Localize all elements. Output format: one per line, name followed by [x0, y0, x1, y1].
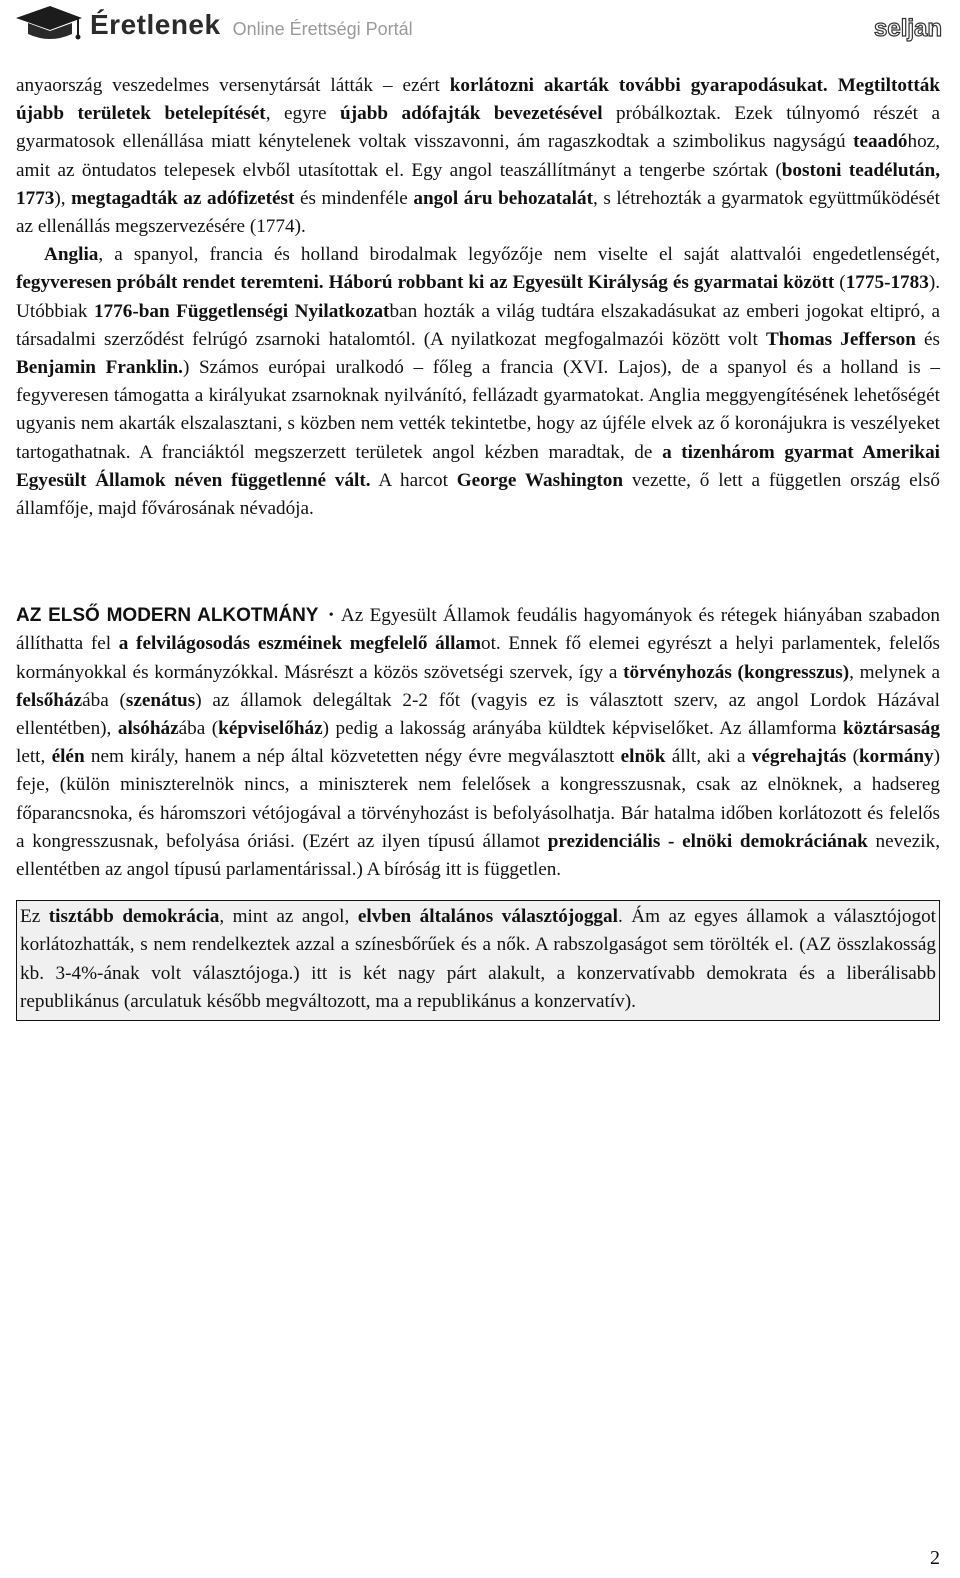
s2-bold: elnök — [620, 746, 666, 768]
p1-bold: újabb adófajták bevezetésével — [340, 103, 603, 125]
section-heading: AZ ELSŐ MODERN ALKOTMÁNY — [16, 605, 319, 627]
p1-bold: angol áru behozatalát — [413, 187, 593, 209]
p2-text: vezette, ő lett a független ország első államfője, majd fővárosának névadója. — [16, 469, 940, 520]
box-bold: elvben általános választójoggal — [357, 906, 618, 928]
p1-bold: korlátozni akarták további gyarapodásukat. Megtiltották újabb területek betelepítését — [16, 75, 940, 125]
page-header — [0, 0, 960, 60]
p2-bold: fegyveresen próbált rendet teremteni. Háború robbant ki az Egyesült Királyság és gyarmatai között — [16, 272, 835, 294]
p1-bold: megtagadták az adófizetést — [71, 187, 295, 209]
s2-text: nem király, hanem a nép által közvetetten négy évre megválasztott — [84, 746, 621, 768]
paragraph-first-modern-constitution — [16, 602, 940, 884]
graduation-cap-icon — [14, 4, 84, 46]
s2-bold: szenátus — [125, 689, 196, 711]
partner-logo-text: seljan — [874, 15, 942, 42]
s2-text: nevezik, ellentétben az angol típusú parlamentárissal.) A bíróság itt is független. — [16, 830, 940, 881]
brand-name: Éretlenek — [90, 9, 221, 40]
s2-text: ) az államok delegáltak 2-2 főt (vagyis ez is választott szerv, az angol Lordok Házával ellentétben), — [16, 689, 940, 740]
s2-bold: képviselőház — [218, 718, 323, 740]
s2-bold: törvényhozás (kongresszus) — [623, 661, 850, 683]
s2-bold: a felvilágosodás eszméinek megfelelő állam — [118, 633, 481, 655]
p2-text: ). Utóbbiak — [16, 272, 941, 322]
p2-bold: Benjamin Franklin. — [16, 357, 183, 379]
p2-text: , a spanyol, francia és holland birodalmak legyőzője nem viselte el saját alattvalói engedetlenségét, — [98, 244, 940, 266]
p1-text: , egyre — [265, 103, 341, 125]
p2-text: ( — [834, 272, 846, 294]
p2-text: és — [915, 328, 941, 350]
s2-bold: felsőház — [16, 689, 83, 711]
bullet-icon: • — [328, 608, 334, 624]
s2-text: ot. Ennek fő elemei egyrészt a helyi parlamentek, felelős kormányokkal és kormányzókkal. Másrészt a közös szövetségi szervek, így a — [16, 633, 940, 683]
p1-text: anyaország veszedelmes versenytársát látták – ezért — [16, 75, 450, 96]
box-text: , mint az angol, — [219, 906, 358, 928]
p2-text: ) Számos európai uralkodó – főleg a francia (XVI. Lajos), de a spanyol és a holland is – fegyveresen támogatta a királyukat zsarnoknak nyilvánító, fellázadt gyarmatokat. Anglia meggyengítésének lehetőségét ugyanis nem akarták elszalasztani, s közben nem vették tekintetbe, hogy az újféle elvek az ő koronájukra is veszélyeket tartogathatnak. A franciáktól megszerzett területek angol kézben maradtak, de — [16, 357, 940, 463]
p1-text: és mindenféle — [294, 187, 414, 209]
box-bold: tisztább demokrácia — [48, 906, 220, 928]
s2-text: ( — [846, 746, 859, 768]
box-text: . Ám az egyes államok a választójogot korlátozhatták, s nem rendelkeztek azzal a színesbőrűek és a nők. A rabszolgaságot sem törölték el. (AZ összlakosság kb. 3-4%-ának volt választójoga.) itt is két nagy párt alakult, a konzervatívabb demokrata és a liberálisabb republikánus (arculatuk később megváltozott, ma a republikánus a konzervatív). — [20, 906, 936, 1012]
p1-text: hoz, amit az öntudatos telepesek elvből utasítottak el. Egy angol teaszállítmányt a tengerbe szórtak ( — [16, 131, 940, 181]
p2-bold: 1776-ban Függetlenségi Nyilatkozat — [93, 300, 390, 322]
p1-text: ), — [54, 187, 72, 209]
s2-bold: élén — [51, 746, 85, 768]
document-body — [16, 72, 940, 1021]
p2-text: A harcot — [370, 469, 457, 491]
s2-text: lett, — [16, 746, 52, 768]
paragraph-war-of-independence — [16, 241, 940, 523]
s2-bold: prezidenciális - elnöki demokráciának — [547, 830, 868, 852]
p2-bold: 1775-1783 — [845, 272, 929, 294]
partner-logo — [872, 10, 942, 46]
page-number: 2 — [930, 1547, 940, 1569]
box-text: Ez — [20, 906, 49, 928]
p1-bold: teaadó — [853, 131, 908, 153]
p2-text: ban hozták a világ tudtára elszakadásukat az emberi jogokat eltipró, a társadalmi szerződést felrúgó zsarnoki hatalomtól. (A nyilatkozat megfogalmazói között volt — [16, 300, 940, 350]
p2-bold: Thomas Jefferson — [765, 328, 916, 350]
s2-bold: köztársaság — [843, 718, 940, 740]
s2-bold: alsóház — [117, 718, 179, 740]
s2-text: , melynek a — [849, 661, 940, 683]
s2-text: ába ( — [82, 689, 126, 711]
box-paragraph — [20, 903, 936, 1016]
s2-bold: kormány — [858, 746, 934, 768]
s2-text: állt, aki a — [665, 746, 752, 768]
s2-text: ) pedig a lakosság arányába küldtek képviselőket. Az államforma — [322, 718, 843, 740]
paragraph-colonies-resistance — [16, 72, 940, 241]
p1-text: , s létrehozták a gyarmatok együttműködését az ellenállás megszervezésére (1774). — [16, 187, 940, 238]
brand-tagline: Online Érettségi Portál — [232, 18, 413, 39]
p1-text: próbálkoztak. Ezek túlnyomó részét a gyarmatosok ellenállása miatt kénytelenek voltak visszavonni, ám ragaszkodtak a szimbolikus nagyságú — [16, 103, 940, 153]
p2-bold: George Washington — [456, 469, 624, 491]
p2-bold: a tizenhárom gyarmat Amerikai Egyesült Államok néven függetlenné vált. — [16, 441, 940, 491]
s2-bold: végrehajtás — [751, 746, 847, 768]
s2-text: ) feje, (külön miniszterelnök nincs, a miniszterek nem felelősek a kongresszusnak, csak az elnöknek, a hadsereg főparancsnoka, és háromszori vétójogával a törvényhozást is befolyásolhatja. Bár hatalma időben korlátozott és felelős a kongresszusnak, befolyása óriási. (Ezért az ilyen típusú államot — [16, 746, 940, 852]
highlight-box — [16, 900, 940, 1021]
site-logo[interactable] — [14, 2, 413, 48]
p2-bold: Anglia — [44, 244, 99, 266]
s2-text: ába ( — [178, 718, 219, 740]
p1-bold: bostoni teadélután, 1773 — [16, 159, 941, 209]
s2-text: Az Egyesült Államok feudális hagyományok és rétegek hiányában szabadon állíthatta fel — [16, 605, 941, 655]
